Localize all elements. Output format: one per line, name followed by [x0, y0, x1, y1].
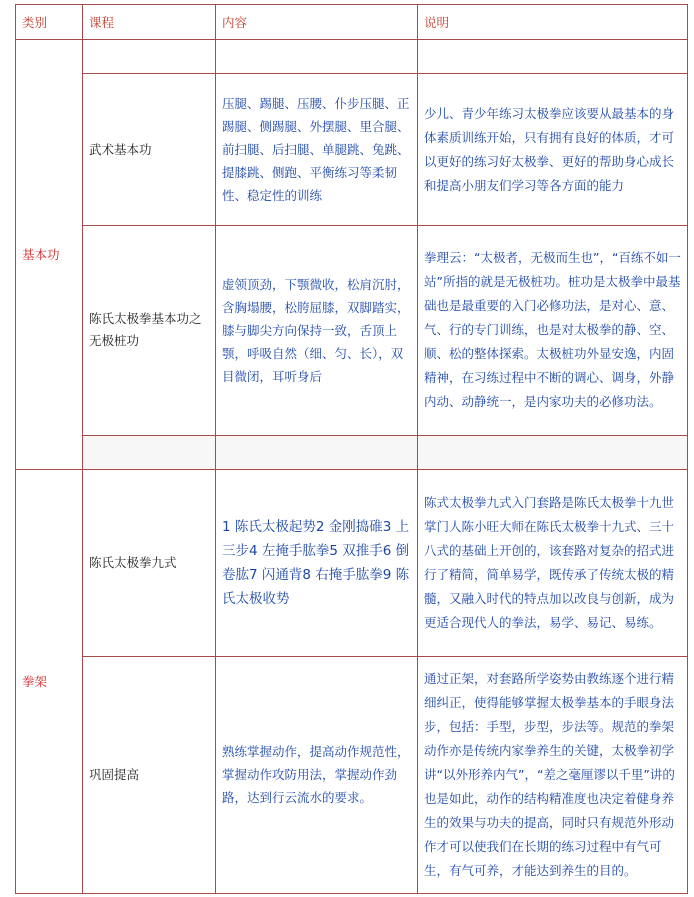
description-cell: [418, 435, 688, 469]
header-course: 课程: [83, 5, 216, 40]
header-description: 说明: [418, 5, 688, 40]
description-cell: 陈式太极拳九式入门套路是陈氏太极拳十九世掌门人陈小旺大师在陈氏太极拳十九式、三十八式的基础上开创的，该套路对复杂的招式进行了精简，简单易学，既传承了传统太极的精髓，又融入时代的特点加以改良与创新，成为更适合现代人的拳法，易学、易记、易练。: [418, 469, 688, 656]
category-cell-basics: 基本功: [16, 40, 83, 470]
header-category: 类别: [16, 5, 83, 40]
content-cell: 虚领顶劲，下颚微收，松肩沉肘，含胸塌腰，松胯屈膝，双脚踏实，膝与脚尖方向保持一致，舌顶上颚，呼吸自然（细、匀、长），双目微闭，耳听身后: [216, 225, 418, 435]
course-cell: [83, 40, 216, 74]
content-cell: [216, 435, 418, 469]
table-row: [16, 40, 688, 74]
content-cell: 1 陈氏太极起势2 金刚捣碓3 上三步4 左掩手肱拳5 双推手6 倒卷肱7 闪通背8 右掩手肱拳9 陈氏太极收势: [216, 469, 418, 656]
content-cell: 压腿、踢腿、压腰、仆步压腿、正踢腿、侧踢腿、外摆腿、里合腿、前扫腿、后扫腿、单腿跳、兔跳、提膝跳、侧跑、平衡练习等柔韧性、稳定性的训练: [216, 74, 418, 226]
course-cell: 巩固提高: [83, 656, 216, 893]
description-cell: 拳理云：“太极者，无极而生也”，“百练不如一站”所指的就是无极桩功。桩功是太极拳中最基础也是最重要的入门必修功法，是对心、意、气、行的专门训练，也是对太极拳的静、空、顺、松的整体探索。太极桩功外显安逸，内固精神，在习练过程中不断的调心、调身，外静内动、动静统一，是内家功夫的必修功法。: [418, 225, 688, 435]
course-cell: 武术基本功: [83, 74, 216, 226]
table-row: [16, 469, 688, 656]
category-cell-forms: 拳架: [16, 469, 83, 893]
content-cell: 熟练掌握动作，提高动作规范性，掌握动作攻防用法，掌握动作劲路，达到行云流水的要求。: [216, 656, 418, 893]
table-row: [16, 74, 688, 226]
description-cell: [418, 40, 688, 74]
table-row: [16, 225, 688, 435]
course-cell: [83, 435, 216, 469]
table-row: [16, 656, 688, 893]
content-cell: [216, 40, 418, 74]
description-cell: 通过正架，对套路所学姿势由教练逐个进行精细纠正，使得能够掌握太极拳基本的手眼身法步，包括：手型，步型，步法等。规范的拳架动作亦是传统内家拳养生的关键，太极拳初学讲“以外形养内气”，“差之毫厘谬以千里”讲的也是如此，动作的结构精准度也决定着健身养生的效果与功夫的提高，同时只有规范外形动作才可以使我们在长期的练习过程中有气可生，有气可养，才能达到养生的目的。: [418, 656, 688, 893]
course-cell: 陈氏太极拳九式: [83, 469, 216, 656]
description-cell: 少儿、青少年练习太极拳应该要从最基本的身体素质训练开始，只有拥有良好的体质，才可以更好的练习好太极拳、更好的帮助身心成长和提高小朋友们学习等各方面的能力: [418, 74, 688, 226]
header-content: 内容: [216, 5, 418, 40]
table-row: [16, 435, 688, 469]
course-table: [15, 4, 688, 894]
table-header-row: [16, 5, 688, 40]
course-cell: 陈氏太极拳基本功之无极桩功: [83, 225, 216, 435]
